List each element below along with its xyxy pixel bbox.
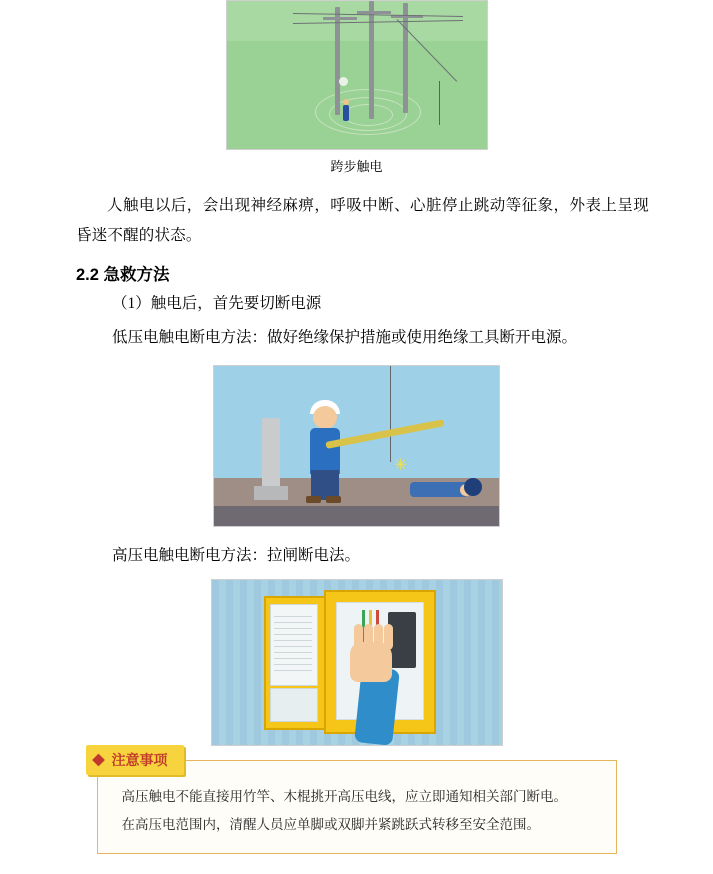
victim-hair bbox=[464, 478, 482, 496]
person-head bbox=[343, 99, 349, 105]
figure-low-voltage-rescue bbox=[213, 365, 500, 527]
finger-3 bbox=[374, 624, 383, 650]
paragraph-symptoms: 人触电以后，会出现神经麻痹，呼吸中断、心脏停止跳动等征象，外表上呈现昏迷不醒的状态。 bbox=[76, 197, 649, 244]
cabinet-label-text-lines bbox=[274, 616, 312, 676]
notice-tab-label: 注意事项 bbox=[86, 745, 184, 775]
spark-icon: ✳ bbox=[394, 457, 408, 474]
notice-line-2: 在高压电范围内，清醒人员应单脚或双脚并紧跳跃式转移至安全范围。 bbox=[121, 817, 540, 832]
paragraph-low-voltage-method: 低压电触电断电方法：做好绝缘保护措施或使用绝缘工具断开电源。 bbox=[112, 329, 578, 346]
notice-box bbox=[97, 752, 617, 854]
hanging-wire bbox=[390, 366, 391, 462]
rescuer-shoe-right bbox=[326, 496, 341, 503]
finger-1 bbox=[354, 624, 363, 650]
post-base bbox=[254, 486, 288, 500]
figure1-caption: 跨步触电 bbox=[330, 159, 383, 174]
figure2-wall bbox=[214, 366, 499, 478]
figure2-floor-strip bbox=[214, 506, 499, 526]
wire-drop-line bbox=[439, 81, 440, 125]
finger-4 bbox=[384, 624, 393, 650]
crossarm-left bbox=[323, 17, 357, 20]
rescuer-head bbox=[313, 406, 337, 429]
notice-line-1: 高压触电不能直接用竹竿、木棍挑开高压电线，应立即通知相关部门断电。 bbox=[121, 789, 567, 804]
utility-pole-right bbox=[403, 3, 408, 113]
cabinet-vent-grid bbox=[270, 688, 318, 722]
section-heading-2-2: 2.2 急救方法 bbox=[76, 266, 170, 284]
paragraph-high-voltage-method: 高压电触电断电方法：拉闸断电法。 bbox=[112, 547, 361, 564]
utility-pole-center bbox=[369, 1, 374, 119]
finger-2 bbox=[364, 624, 373, 650]
lamp-icon bbox=[339, 77, 348, 86]
figure-step-voltage-illustration bbox=[226, 0, 488, 150]
rescuer-body bbox=[310, 428, 340, 474]
ripple-inner-icon bbox=[343, 104, 393, 126]
list-item-cut-power: （1）触电后，首先要切断电源 bbox=[112, 295, 322, 312]
figure-switch-cabinet bbox=[211, 579, 503, 746]
person-figure bbox=[343, 105, 349, 121]
rescuer-shoe-left bbox=[306, 496, 321, 503]
